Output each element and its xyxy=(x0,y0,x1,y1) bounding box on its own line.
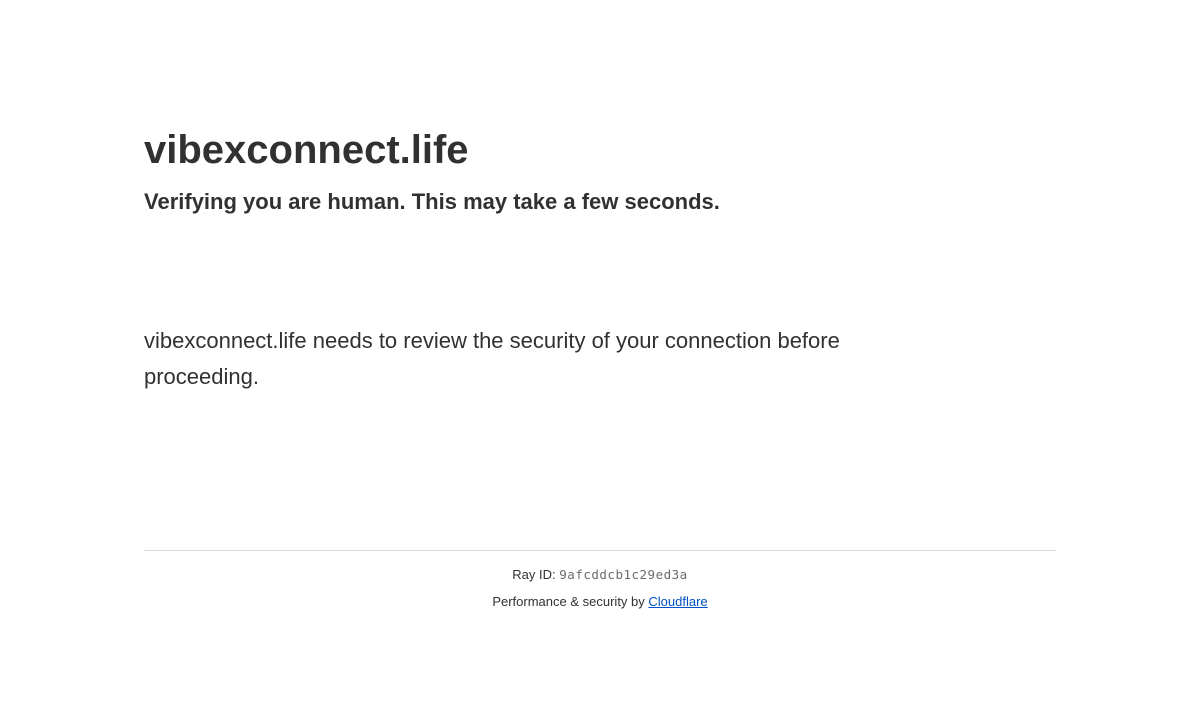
main-content xyxy=(144,127,1056,611)
footer xyxy=(144,550,1056,612)
ray-id-value: 9afcddcb1c29ed3a xyxy=(559,566,688,582)
challenge-widget-area xyxy=(144,235,1056,305)
ray-id-row xyxy=(144,551,1056,584)
page-title: vibexconnect.life xyxy=(144,128,469,172)
footer-attribution xyxy=(144,594,1056,611)
cloudflare-link[interactable]: Cloudflare xyxy=(648,594,708,610)
performance-security-text: Performance & security by xyxy=(492,594,645,610)
ray-id-label: Ray ID: xyxy=(512,566,556,582)
core-message: vibexconnect.life needs to review the security of your connection before proceeding. xyxy=(144,327,840,389)
verification-status-text: Verifying you are human. This may take a few seconds. xyxy=(144,189,720,214)
